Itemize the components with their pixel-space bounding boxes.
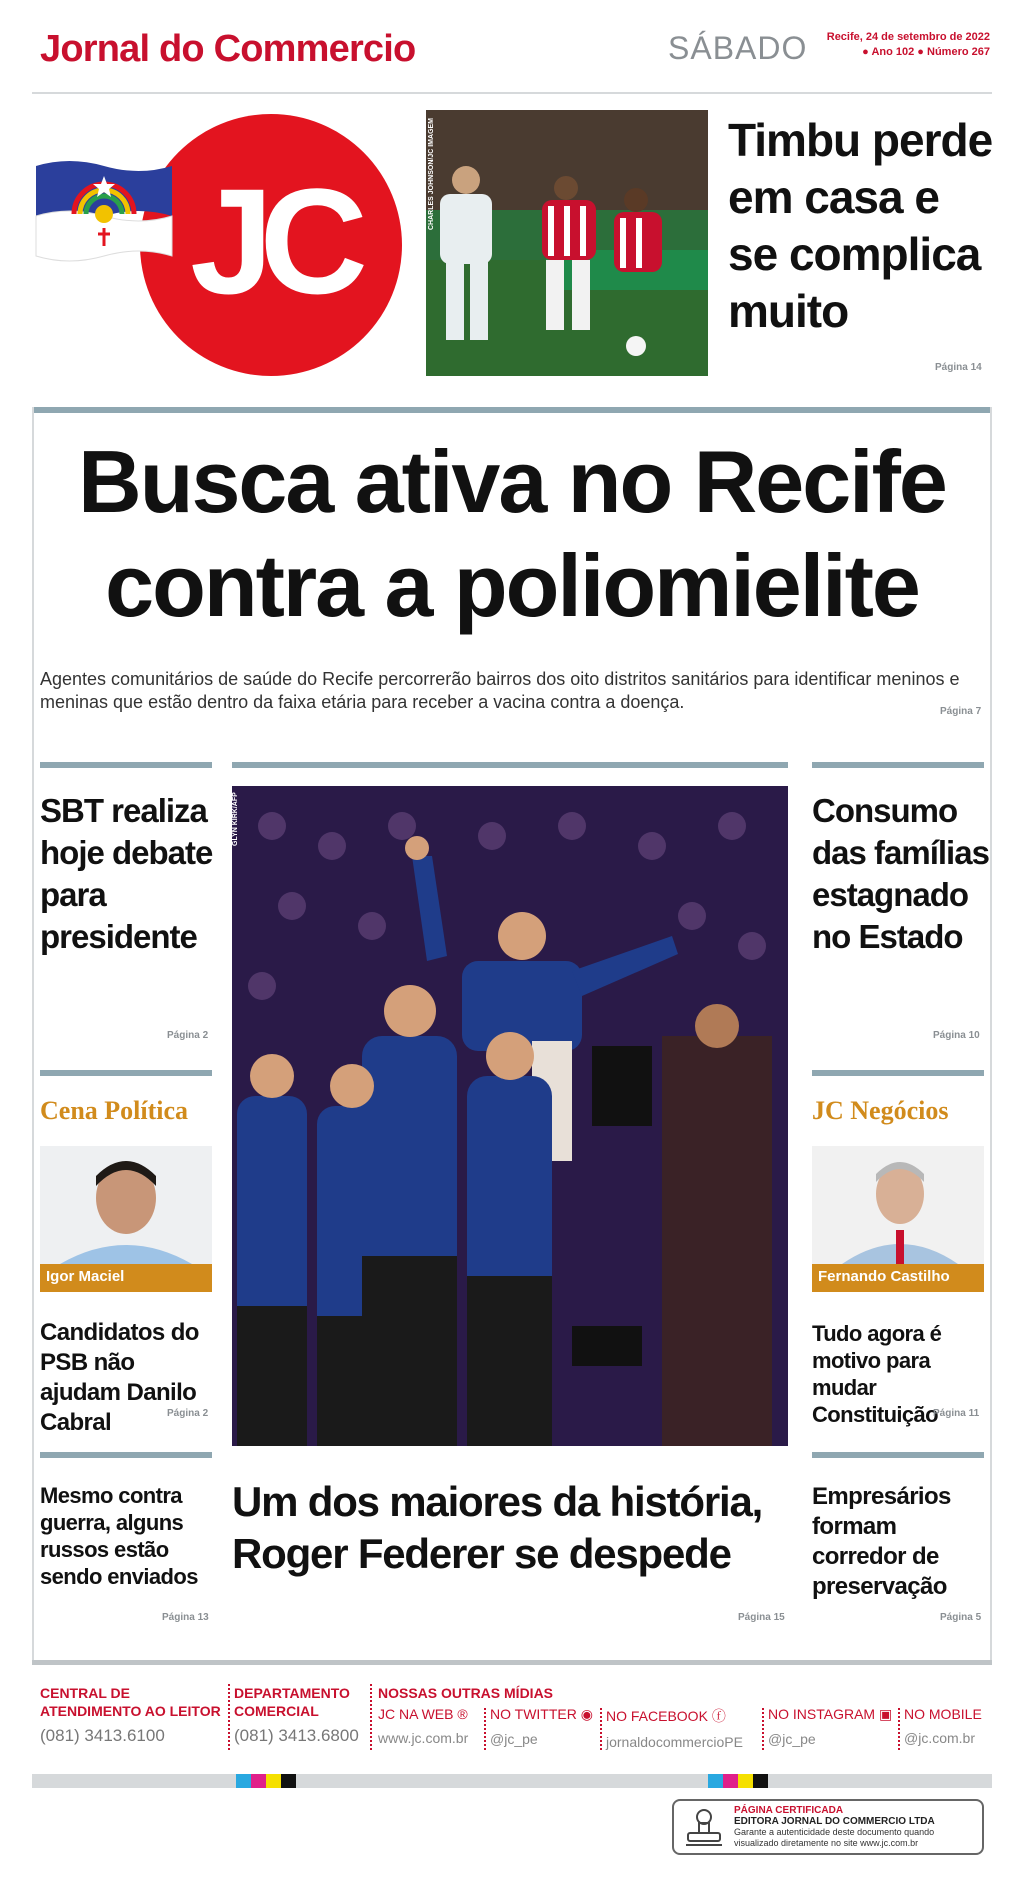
sbt-headline[interactable]: SBT realiza hoje debate para presidente [40, 792, 213, 955]
footer-separator [762, 1708, 764, 1750]
right-col-rule-2 [812, 1070, 984, 1076]
page-ref: Página 15 [738, 1612, 785, 1623]
black-swatch [753, 1774, 768, 1788]
page-ref: Página 14 [935, 362, 982, 373]
channel-value: @jc.com.br [904, 1730, 975, 1746]
federer-photo[interactable] [232, 786, 788, 1446]
jc-logo[interactable] [32, 110, 412, 380]
instagram-icon: ▣ [878, 1706, 893, 1722]
channel-instagram[interactable] [768, 1706, 892, 1747]
numero: Número 267 [927, 46, 990, 58]
left-col-rule-3 [40, 1452, 212, 1458]
photo-credit: GLYN KIRK/AFP [232, 792, 239, 846]
channel-value: www.jc.com.br [378, 1730, 469, 1746]
main-deck: Agentes comunitários de saúde do Recife percorrerão bairros dos oito distritos sanitários para identificar meninos e meninas que estão dentro da faixa etária para receber a vacina contra a doença. [40, 669, 960, 712]
outras-midias-label: NOSSAS OUTRAS MÍDIAS [378, 1685, 554, 1701]
page-ref: Página 2 [167, 1030, 209, 1041]
magenta-swatch [723, 1774, 738, 1788]
dept-phone[interactable]: (081) 3413.6800 [234, 1726, 359, 1745]
page-ref: Página 5 [940, 1612, 982, 1623]
cyan-swatch [708, 1774, 723, 1788]
central-label-1: CENTRAL DE [40, 1685, 130, 1701]
photo-credit: CHARLES JOHNSON/JC IMAGEM [428, 117, 435, 230]
pernambuco-flag-icon [34, 156, 174, 266]
footer-separator [484, 1708, 486, 1750]
black-swatch [281, 1774, 296, 1788]
central-label-2: ATENDIMENTO AO LEITOR [40, 1703, 221, 1719]
channel-label: NO TWITTER ◉ [490, 1706, 593, 1722]
timbu-headline[interactable]: Timbu perde em casa e se complica muito [728, 114, 993, 337]
section-cena-politica[interactable]: Cena Política [40, 1096, 189, 1125]
russos-headline[interactable]: Mesmo contra guerra, alguns russos estão sendo enviados [40, 1483, 198, 1589]
globe-icon: ® [457, 1706, 468, 1722]
constituicao-headline[interactable]: Tudo agora é motivo para mudar Constituição [812, 1321, 942, 1427]
footer-separator [600, 1708, 602, 1750]
date-line: Recife, 24 de setembro de 2022 [826, 31, 990, 43]
left-col-rule [40, 762, 212, 768]
main-story-rule [32, 407, 992, 413]
facebook-icon: ⓕ [711, 1708, 726, 1724]
empresarios-headline[interactable]: Empresários formam corredor de preservação [812, 1483, 951, 1600]
right-col-rule-3 [812, 1452, 984, 1458]
twitter-icon: ◉ [580, 1706, 593, 1722]
page-ref: Página 7 [940, 706, 982, 717]
avatar [812, 1146, 984, 1264]
channel-mobile[interactable] [904, 1706, 982, 1746]
logo-letters: JC [190, 157, 354, 325]
channel-web[interactable] [378, 1706, 468, 1746]
footer-separator [370, 1684, 372, 1750]
main-headline[interactable]: Busca ativa no Recife contra a poliomielite [78, 432, 946, 635]
masthead-day: SÁBADO [668, 30, 808, 66]
section-jc-negocios[interactable]: JC Negócios [812, 1096, 949, 1125]
right-col-rule [812, 762, 984, 768]
columnist-portrait-igor [40, 1146, 212, 1264]
page-ref: Página 2 [167, 1408, 209, 1419]
yellow-swatch [266, 1774, 281, 1788]
consumo-headline[interactable]: Consumo das famílias estagnado no Estado [812, 792, 989, 955]
page-ref: Página 13 [162, 1612, 209, 1623]
soccer-photo[interactable] [426, 110, 708, 376]
channel-label: NO MOBILE [904, 1706, 982, 1722]
ano: Ano 102 [871, 46, 915, 58]
edition-line: ● Ano 102 ● Número 267 [862, 46, 990, 58]
soccer-scene [426, 110, 708, 376]
footer-central [40, 1684, 221, 1746]
dept-label-2: COMERCIAL [234, 1703, 319, 1719]
columnist-name: Igor Maciel [40, 1264, 212, 1292]
channel-twitter[interactable] [490, 1706, 593, 1747]
cert-line-4: visualizado diretamente no site www.jc.com.br [734, 1838, 919, 1848]
channel-value: jornaldocommercioPE [606, 1734, 743, 1750]
central-phone[interactable]: (081) 3413.6100 [40, 1726, 165, 1745]
avatar [40, 1146, 212, 1264]
left-col-rule-2 [40, 1070, 212, 1076]
channel-value: @jc_pe [490, 1731, 538, 1747]
cert-line-3: Garante a autenticidade deste documento quando [734, 1827, 935, 1837]
channel-value: @jc_pe [768, 1731, 816, 1747]
federer-headline[interactable]: Um dos maiores da história, Roger Federer se despede [232, 1478, 763, 1577]
footer-dept [234, 1684, 359, 1746]
columnist-name: Fernando Castilho [812, 1264, 984, 1292]
dept-label-1: DEPARTAMENTO [234, 1685, 350, 1701]
magenta-swatch [251, 1774, 266, 1788]
cert-text [734, 1805, 980, 1849]
columnist-portrait-fernando [812, 1146, 984, 1264]
page-ref: Página 10 [933, 1030, 980, 1041]
stamp-icon [684, 1807, 724, 1849]
yellow-swatch [738, 1774, 753, 1788]
certified-page-badge[interactable] [672, 1799, 984, 1855]
psb-headline[interactable]: Candidatos do PSB não ajudam Danilo Cabral [40, 1319, 199, 1436]
masthead-title: Jornal do Commercio [40, 28, 416, 70]
cyan-swatch [236, 1774, 251, 1788]
channel-label: JC NA WEB ® [378, 1706, 468, 1722]
channel-label: NO FACEBOOK ⓕ [606, 1708, 726, 1724]
masthead-info [827, 30, 990, 60]
federer-scene [232, 786, 788, 1446]
cert-line-1: PÁGINA CERTIFICADA [734, 1805, 844, 1816]
channel-facebook[interactable] [606, 1706, 743, 1750]
footer-rule [32, 1660, 992, 1665]
header-rule [32, 92, 992, 94]
footer-separator [898, 1708, 900, 1750]
bottom-rule [32, 1774, 992, 1788]
footer-separator [228, 1684, 230, 1750]
page-ref: Página 11 [933, 1408, 980, 1419]
cert-line-2: EDITORA JORNAL DO COMMERCIO LTDA [734, 1816, 935, 1827]
frame-right [990, 407, 992, 1662]
center-col-rule [232, 762, 788, 768]
frame-left [32, 407, 34, 1662]
channel-label: NO INSTAGRAM ▣ [768, 1706, 893, 1722]
